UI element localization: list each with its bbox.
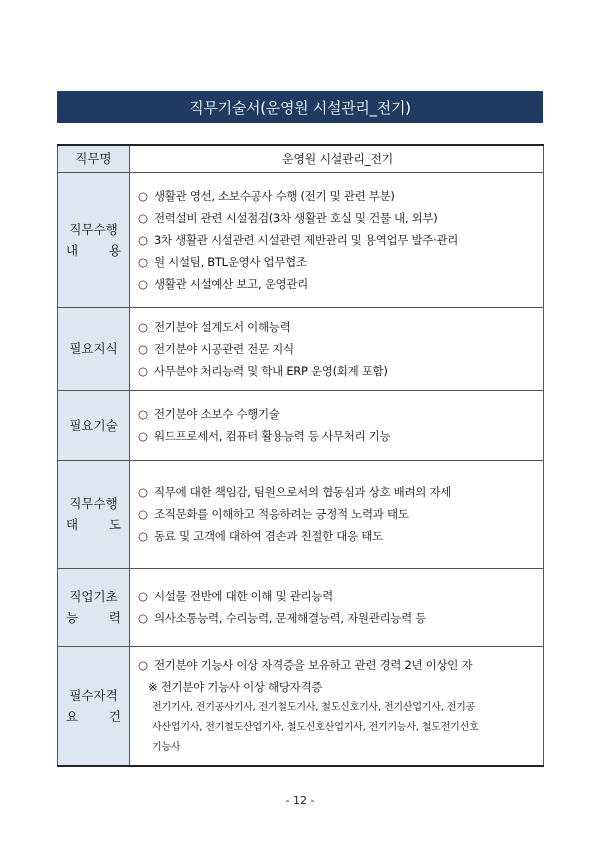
job-title-row bbox=[58, 145, 544, 172]
job-title-label: 직무명 bbox=[58, 145, 130, 172]
skills-row bbox=[58, 390, 544, 460]
attitude-items bbox=[130, 460, 544, 568]
page-number: - 12 - bbox=[285, 794, 315, 807]
content-items bbox=[130, 172, 544, 307]
circle-bullet-icon: ○ bbox=[138, 341, 148, 356]
list-item: ○ 직무에 대한 책임감, 팀원으로서의 협동심과 상호 배려의 자세 bbox=[138, 481, 537, 503]
qualification-row bbox=[58, 646, 544, 766]
content-row bbox=[58, 172, 544, 307]
list-item: ○ 전력설비 관련 시설점검(3차 생활관 호실 및 건물 내, 외부) bbox=[138, 207, 537, 229]
qualification-note: ※ 전기분야 기능사 이상 해당자격증 bbox=[148, 679, 323, 694]
qualification-label: 필수자격 요 건 bbox=[58, 646, 130, 766]
skills-items bbox=[130, 390, 544, 460]
circle-bullet-icon: ○ bbox=[138, 485, 148, 499]
circle-bullet-icon: ○ bbox=[138, 429, 148, 443]
knowledge-label: 필요지식 bbox=[58, 307, 130, 390]
list-item: ○ 전기분야 설계도서 이해능력 bbox=[138, 316, 537, 338]
basic-ability-label: 직업기초 능 력 bbox=[58, 568, 130, 646]
list-item: ○ 원 시설팀, BTL운영사 업무협조 bbox=[138, 251, 537, 273]
job-title-value: 운영원 시설관리_전기 bbox=[130, 145, 544, 172]
basic-ability-items bbox=[130, 568, 544, 646]
circle-bullet-icon: ○ bbox=[138, 507, 148, 521]
circle-bullet-icon: ○ bbox=[138, 529, 148, 543]
circle-bullet-icon: ○ bbox=[138, 611, 148, 625]
circle-bullet-icon: ○ bbox=[138, 657, 148, 672]
list-item: ○ 전기분야 소보수 수행기술 bbox=[138, 403, 537, 425]
document-title: 직무기술서(운영원 시설관리_전기) bbox=[57, 91, 543, 123]
knowledge-row bbox=[58, 307, 544, 390]
circle-bullet-icon: ○ bbox=[138, 589, 148, 603]
certificate-list-line: 전기기사, 전기공사기사, 전기철도기사, 철도신호기사, 전기산업기사, 전기공 bbox=[152, 701, 476, 713]
job-description-table bbox=[57, 144, 544, 767]
knowledge-items bbox=[130, 307, 544, 390]
basic-ability-row bbox=[58, 568, 544, 646]
list-item: ○ 생활관 영선, 소보수공사 수행 (전기 및 관련 부분) bbox=[138, 185, 537, 207]
circle-bullet-icon: ○ bbox=[138, 319, 148, 334]
circle-bullet-icon: ○ bbox=[138, 210, 148, 225]
circle-bullet-icon: ○ bbox=[138, 232, 148, 247]
attitude-row bbox=[58, 460, 544, 568]
content-label: 직무수행 내 용 bbox=[58, 172, 130, 307]
list-item: ○ 조직문화를 이해하고 적응하려는 긍정적 노력과 태도 bbox=[138, 503, 537, 525]
list-item: ○ 의사소통능력, 수리능력, 문제해결능력, 자원관리능력 등 bbox=[138, 607, 537, 629]
list-item: ○ 시설물 전반에 대한 이해 및 관리능력 bbox=[138, 585, 537, 607]
list-item: ○ 전기분야 시공관련 전문 지식 bbox=[138, 338, 537, 360]
list-item: ○ 사무분야 처리능력 및 학내 ERP 운영(회계 포함) bbox=[138, 360, 537, 382]
circle-bullet-icon: ○ bbox=[138, 188, 148, 203]
qualification-items bbox=[130, 646, 544, 766]
list-item: ○ 3차 생활관 시설관련 시설관련 제반관리 및 용역업무 발주·관리 bbox=[138, 229, 537, 251]
list-item: ○ 전기분야 기능사 이상 자격증을 보유하고 관련 경력 2년 이상인 자 bbox=[138, 654, 537, 676]
skills-label: 필요기술 bbox=[58, 390, 130, 460]
certificate-list-line: 기능사 bbox=[152, 741, 181, 753]
certificate-list-line: 사산업기사, 전기철도산업기사, 철도신호산업기사, 전기기능사, 철도전기신호 bbox=[152, 721, 479, 733]
list-item: ○ 동료 및 고객에 대하여 겸손과 친절한 대응 태도 bbox=[138, 525, 537, 547]
list-item: ○ 워드프로세서, 컴퓨터 활용능력 등 사무처리 기능 bbox=[138, 425, 537, 447]
attitude-label: 직무수행 태 도 bbox=[58, 460, 130, 568]
circle-bullet-icon: ○ bbox=[138, 363, 148, 378]
circle-bullet-icon: ○ bbox=[138, 254, 148, 269]
list-item: ○ 생활관 시설예산 보고, 운영관리 bbox=[138, 273, 537, 295]
circle-bullet-icon: ○ bbox=[138, 276, 148, 291]
circle-bullet-icon: ○ bbox=[138, 407, 148, 421]
